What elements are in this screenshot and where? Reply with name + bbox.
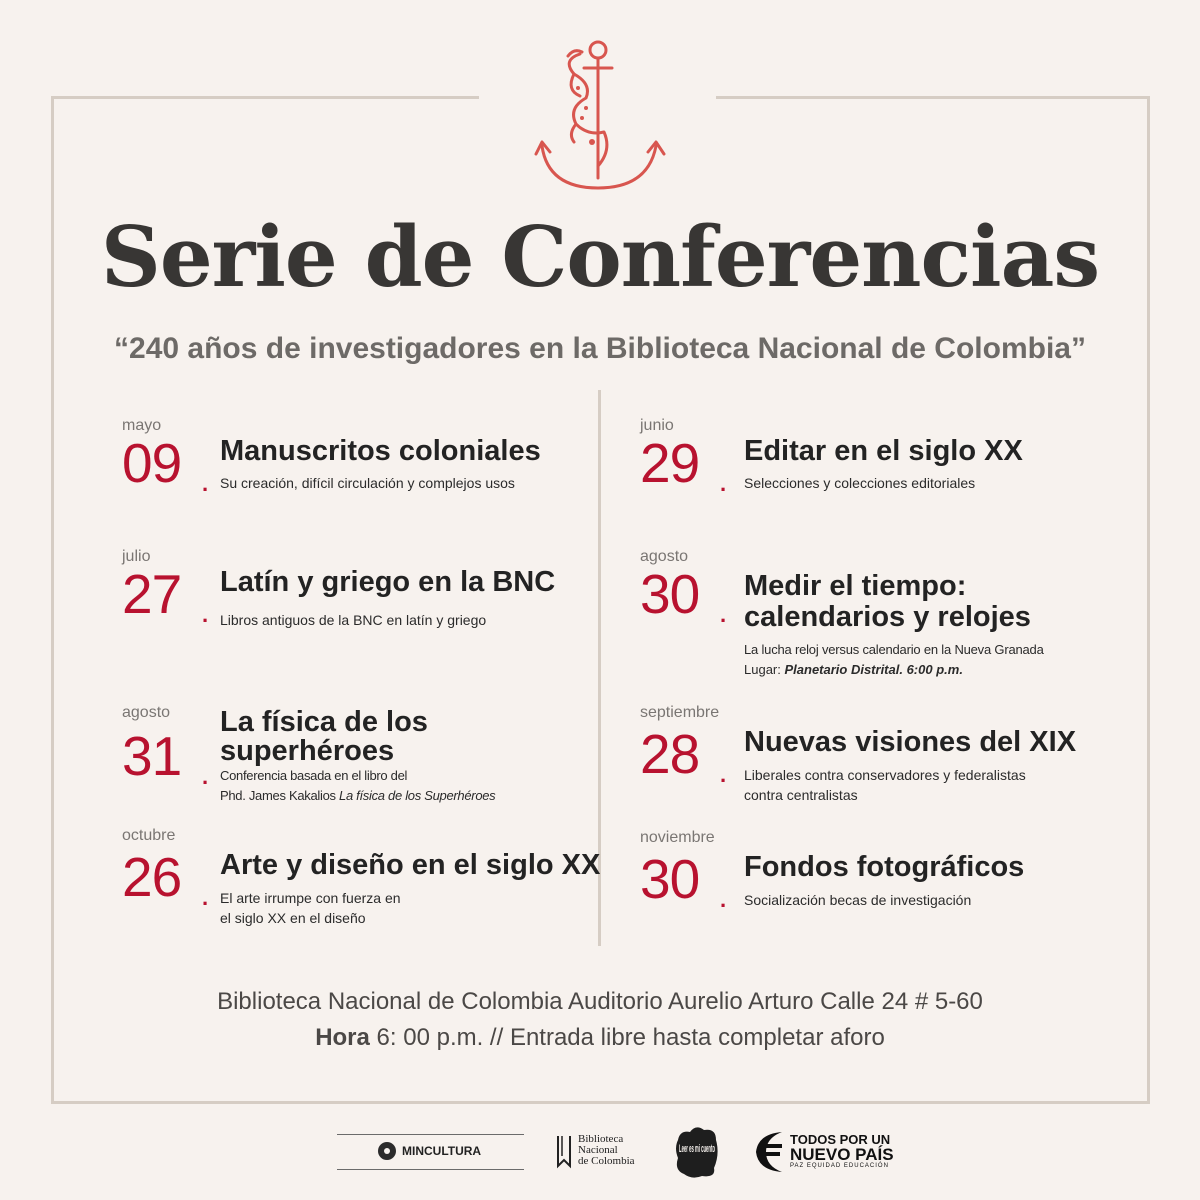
logo-rule-bottom (337, 1169, 524, 1170)
anchor-dolphin-emblem-icon (528, 38, 672, 198)
event-day: 29 (640, 432, 700, 494)
hour-value: 6: 00 p.m. // Entrada libre hasta completar aforo (369, 1024, 885, 1051)
hour-label: Hora (315, 1024, 370, 1051)
event-item (122, 417, 592, 507)
todos-line-3: PAZ EQUIDAD EDUCACIÓN (790, 1163, 889, 1169)
event-month: junio (640, 417, 674, 434)
event-day: 09 (122, 432, 182, 494)
event-item (122, 548, 592, 638)
event-month: agosto (640, 548, 689, 565)
event-description-line-2: el siglo XX en el diseño (220, 910, 366, 926)
event-title: Nuevas visiones del XIX (744, 726, 1077, 758)
event-day: 27 (122, 563, 182, 625)
event-item (640, 829, 1110, 919)
bnc-mark-icon (556, 1134, 572, 1168)
event-day: 26 (122, 846, 182, 908)
event-description: Liberales contra conservadores y federalistas (744, 767, 1026, 783)
event-place-label: Lugar: (744, 662, 785, 677)
event-description: El arte irrumpe con fuerza en (220, 890, 401, 906)
event-description: Su creación, difícil circulación y complejos usos (220, 475, 515, 491)
event-month: julio (122, 548, 151, 565)
event-dot: . (202, 764, 209, 789)
bnc-line-1: Biblioteca (578, 1133, 624, 1145)
event-description: La lucha reloj versus calendario en la Nueva Granada (744, 642, 1044, 657)
event-description: Selecciones y colecciones editoriales (744, 475, 976, 491)
event-title: Latín y griego en la BNC (220, 566, 556, 598)
event-month: septiembre (640, 704, 720, 721)
leer-es-mi-cuento-logo (672, 1124, 722, 1180)
event-month: noviembre (640, 829, 715, 846)
event-item (122, 827, 601, 937)
todos-por-un-nuevo-pais-logo (752, 1128, 894, 1174)
frame-bottom (51, 1101, 1150, 1104)
event-title: Manuscritos coloniales (220, 435, 541, 467)
event-dot: . (720, 471, 727, 496)
todos-line-1: TODOS POR UN (790, 1132, 891, 1147)
event-day: 30 (640, 563, 700, 625)
event-day: 31 (122, 725, 182, 787)
event-title-line-2: superhéroes (220, 735, 395, 767)
event-dot: . (720, 762, 727, 787)
todos-text (790, 1133, 894, 1169)
event-item (640, 417, 1110, 507)
bnc-text (578, 1134, 635, 1168)
event-item (640, 548, 1110, 688)
page-subtitle: “240 años de investigadores en la Biblioteca Nacional de Colombia” (114, 332, 1086, 365)
mincultura-label: MINCULTURA (402, 1144, 482, 1158)
bnc-line-3: de Colombia (578, 1155, 635, 1167)
event-title-line-2: calendarios y relojes (744, 601, 1031, 633)
event-title: Editar en el siglo XX (744, 435, 1023, 467)
event-title: Arte y diseño en el siglo XX (220, 849, 601, 881)
event-dot: . (202, 885, 209, 910)
leer-text: Leer es mi cuento (679, 1143, 716, 1155)
event-month: octubre (122, 827, 176, 844)
frame-top-right (716, 96, 1150, 99)
event-title-line-1: Medir el tiempo: (744, 570, 967, 602)
hour-text (0, 1024, 1200, 1052)
event-item (122, 704, 592, 814)
event-description: Socialización becas de investigación (744, 892, 972, 908)
frame-top-left (51, 96, 479, 99)
event-place (744, 660, 963, 680)
event-month: agosto (122, 704, 171, 721)
bnc-logo (556, 1134, 635, 1168)
event-description-line-2 (220, 786, 495, 806)
todos-line-2: NUEVO PAÍS (790, 1145, 894, 1164)
event-day: 30 (640, 848, 700, 910)
event-dot: . (720, 887, 727, 912)
event-day: 28 (640, 723, 700, 785)
event-dot: . (720, 602, 727, 627)
event-title-line-1: La física de los (220, 706, 428, 738)
event-item (640, 704, 1110, 814)
event-dot: . (202, 602, 209, 627)
event-dot: . (202, 471, 209, 496)
event-description-line-2: contra centralistas (744, 787, 858, 803)
event-description-book: La física de los Superhéroes (339, 788, 496, 803)
mincultura-logo (378, 1142, 481, 1160)
venue-text: Biblioteca Nacional de Colombia Auditorio Aurelio Arturo Calle 24 # 5-60 (217, 988, 983, 1015)
bnc-line-2: Nacional (578, 1144, 618, 1156)
event-title: Fondos fotográficos (744, 851, 1025, 883)
event-description-author: Phd. James Kakalios (220, 788, 340, 803)
logo-rule-top (337, 1134, 524, 1135)
event-place-value: Planetario Distrital. 6:00 p.m. (784, 662, 963, 677)
page-title: Serie de Conferencias (100, 208, 1100, 306)
event-month: mayo (122, 417, 162, 434)
todos-mark-icon (752, 1128, 784, 1174)
event-description: Libros antiguos de la BNC en latín y griego (220, 612, 487, 628)
event-description: Conferencia basada en el libro del (220, 768, 408, 783)
coat-of-arms-icon (378, 1142, 396, 1160)
